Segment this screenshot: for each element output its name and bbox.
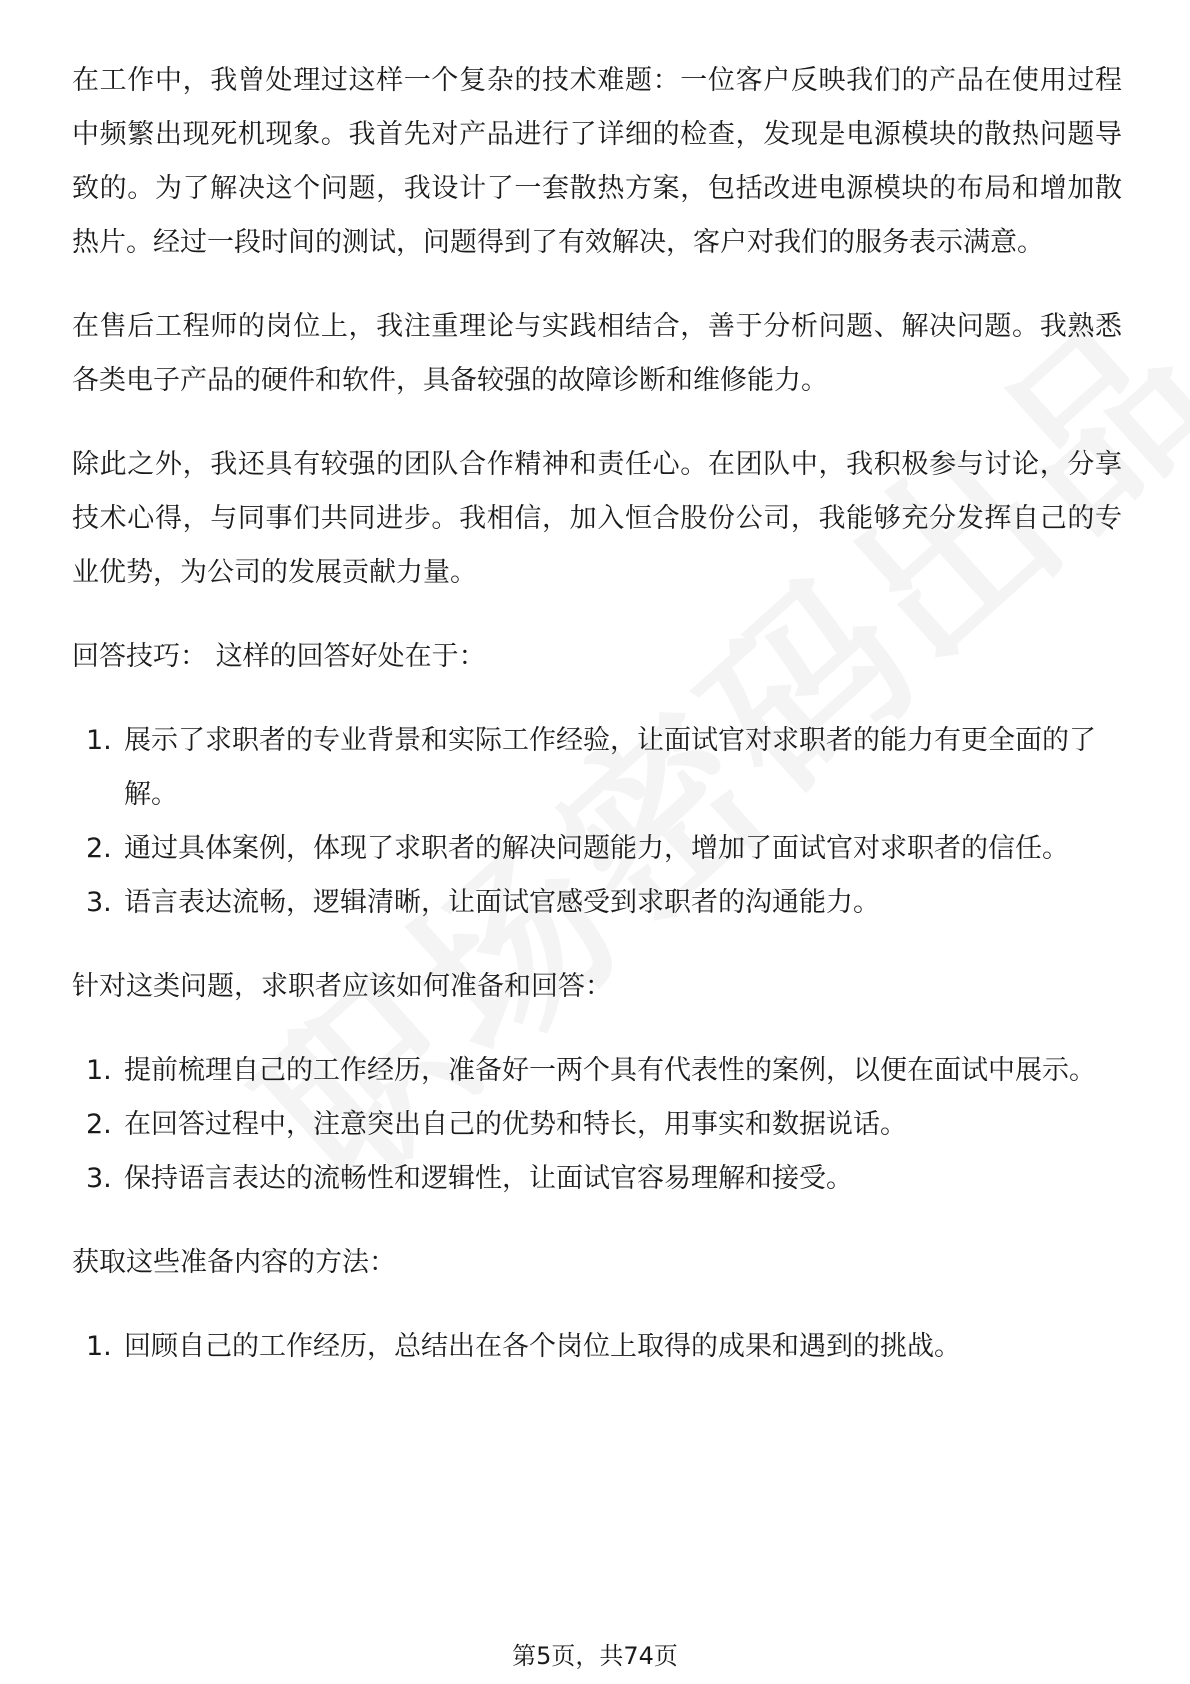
- list-item-number: 3.: [86, 1163, 112, 1194]
- list-item-text: 回顾自己的工作经历，总结出在各个岗位上取得的成果和遇到的挑战。: [124, 1331, 961, 1362]
- numbered-list: [72, 714, 1122, 930]
- list-item: [72, 1098, 1122, 1152]
- list-item-text: 保持语言表达的流畅性和逻辑性，让面试官容易理解和接受。: [124, 1163, 853, 1194]
- list-item-number: 2.: [86, 833, 112, 864]
- section-heading: 回答技巧： 这样的回答好处在于：: [72, 641, 486, 672]
- list-item-number: 1.: [86, 1055, 112, 1086]
- list-item-number: 2.: [86, 1109, 112, 1140]
- section-heading: 针对这类问题，求职者应该如何准备和回答：: [72, 971, 612, 1002]
- numbered-list: [72, 1320, 1122, 1374]
- list-item-text: 展示了求职者的专业背景和实际工作经验，让面试官对求职者的能力有更全面的了解。: [124, 725, 1096, 810]
- list-item-number: 3.: [86, 887, 112, 918]
- list-item: [72, 1320, 1122, 1374]
- list-item: [72, 714, 1122, 822]
- list-item-text: 语言表达流畅，逻辑清晰，让面试官感受到求职者的沟通能力。: [124, 887, 880, 918]
- numbered-list: [72, 1044, 1122, 1206]
- list-item-number: 1.: [86, 725, 112, 756]
- page-number-footer: 第5页，共74页: [512, 1642, 678, 1670]
- list-item: [72, 1152, 1122, 1206]
- list-item: [72, 1044, 1122, 1098]
- section-heading: 获取这些准备内容的方法：: [72, 1247, 396, 1278]
- list-item-text: 在回答过程中，注意突出自己的优势和特长，用事实和数据说话。: [124, 1109, 907, 1140]
- paragraph: 除此之外，我还具有较强的团队合作精神和责任心。在团队中，我积极参与讨论，分享技术心得，与同事们共同进步。我相信，加入恒合股份公司，我能够充分发挥自己的专业优势，为公司的发展贡献力量。: [72, 449, 1122, 588]
- document-body: [72, 54, 1122, 1404]
- list-item: [72, 822, 1122, 876]
- list-item-text: 提前梳理自己的工作经历，准备好一两个具有代表性的案例，以便在面试中展示。: [124, 1055, 1096, 1086]
- paragraph: 在工作中，我曾处理过这样一个复杂的技术难题：一位客户反映我们的产品在使用过程中频繁出现死机现象。我首先对产品进行了详细的检查，发现是电源模块的散热问题导致的。为了解决这个问题，我设计了一套散热方案，包括改进电源模块的布局和增加散热片。经过一段时间的测试，问题得到了有效解决，客户对我们的服务表示满意。: [72, 65, 1122, 258]
- paragraph: 在售后工程师的岗位上，我注重理论与实践相结合，善于分析问题、解决问题。我熟悉各类电子产品的硬件和软件，具备较强的故障诊断和维修能力。: [72, 311, 1122, 396]
- list-item-number: 1.: [86, 1331, 112, 1362]
- list-item: [72, 876, 1122, 930]
- list-item-text: 通过具体案例，体现了求职者的解决问题能力，增加了面试官对求职者的信任。: [124, 833, 1069, 864]
